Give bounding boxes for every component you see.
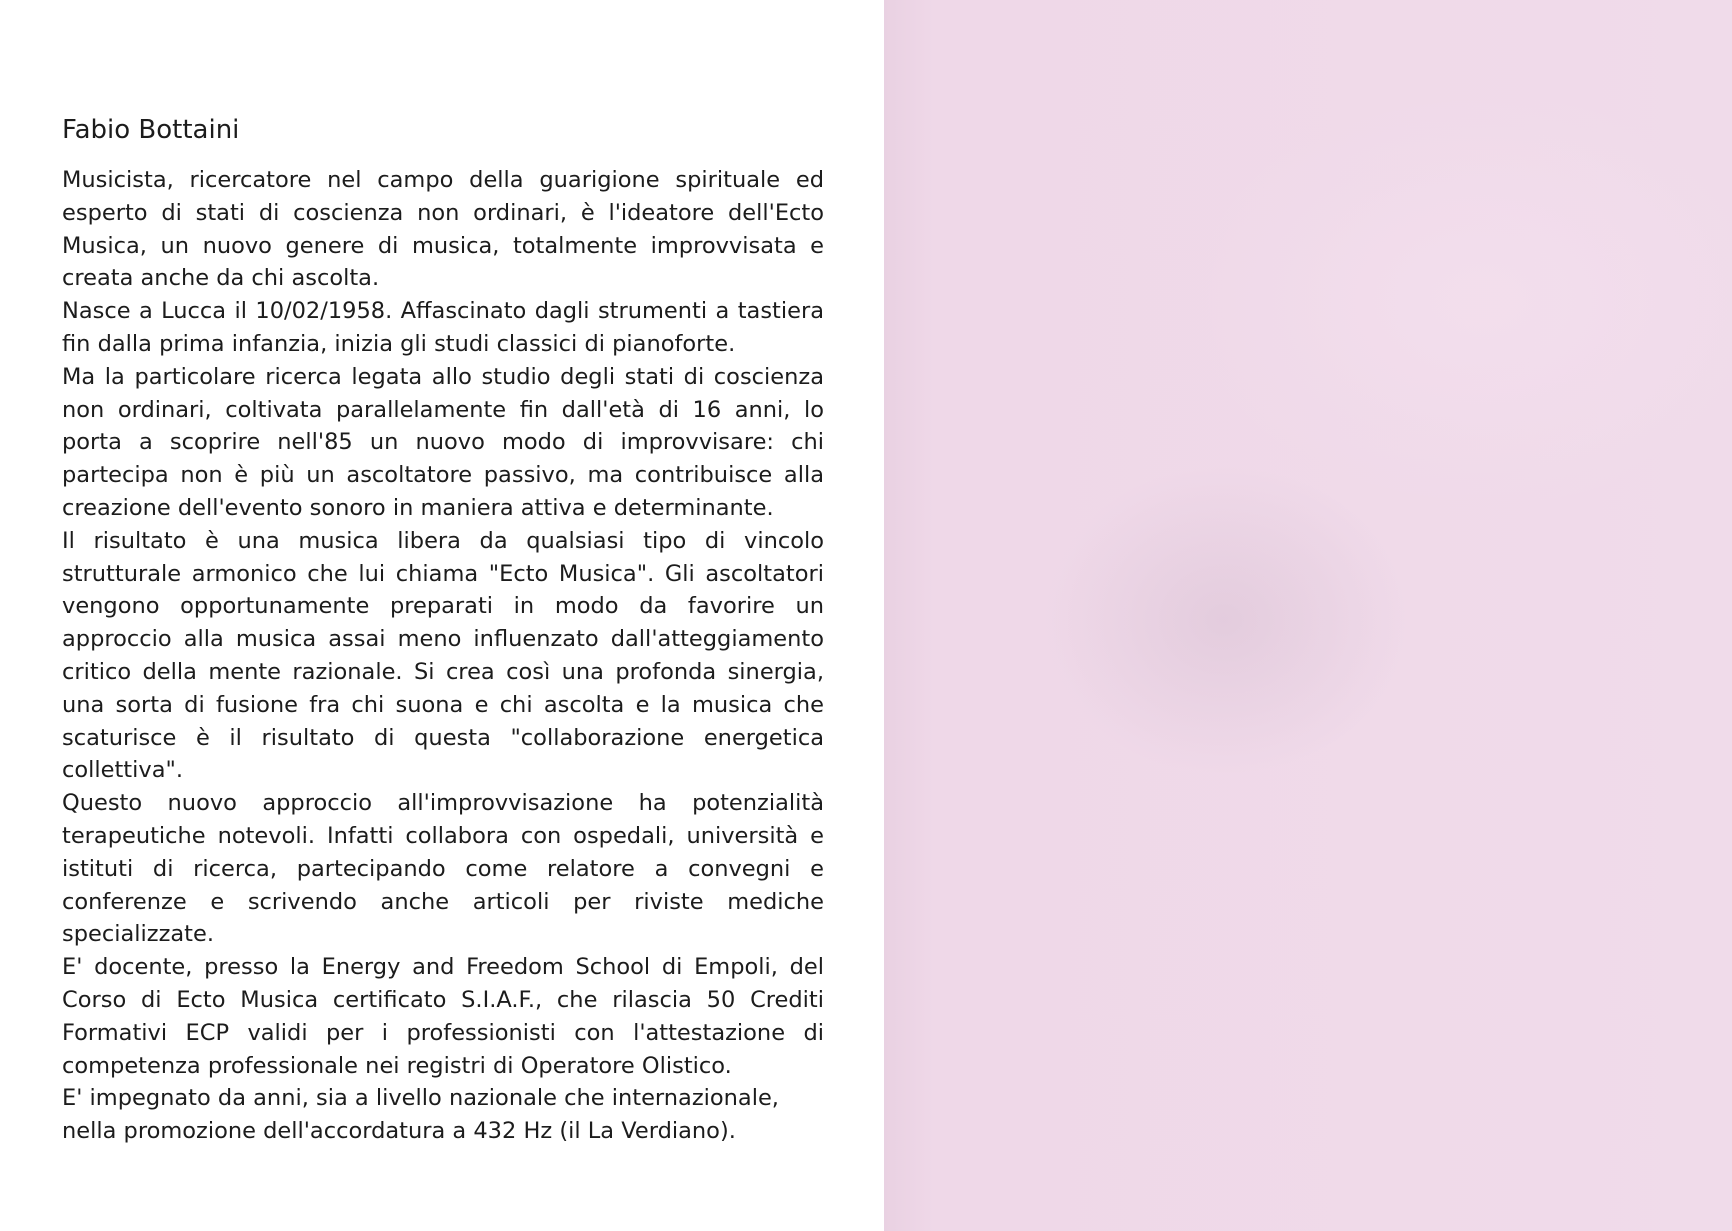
paragraph-432hz: E' impegnato da anni, sia a livello nazionale che internazionale, nella promozione dell'accordatura a 432 Hz (il La Verdiano). <box>62 1085 779 1145</box>
paragraph-ecto-musica: Il risultato è una musica libera da qualsiasi tipo di vincolo strutturale armonico che lui chiama "Ecto Musica". Gli ascoltatori vengono opportunamente preparati in modo da favorire un approccio alla musica assai meno influenzato dall'atteggiamento critico della mente razionale. Si crea così una profonda sinergia, una sorta di fusione fra chi suona e chi ascolta e la musica che scaturisce è il risultato di questa "collaborazione energetica collettiva". <box>62 527 824 784</box>
right-page-blank <box>884 0 1732 1231</box>
paragraph-research: Ma la particolare ricerca legata allo studio degli stati di coscienza non ordinari, coltivata parallelamente fin dall'età di 16 anni, lo porta a scoprire nell'85 un nuovo modo di improvvisare: chi partecipa non è più un ascoltatore passivo, ma contribuisce alla creazione dell'evento sonoro in maniera attiva e determinante. <box>62 363 824 521</box>
biography-text-block <box>62 108 824 1148</box>
paragraph-therapeutic: Questo nuovo approccio all'improvvisazione ha potenzialità terapeutiche notevoli. Infatti collabora con ospedali, università e istituti di ricerca, partecipando come relatore a convegni e conferenze e scrivendo anche articoli per riviste mediche specializzate. <box>62 790 824 948</box>
paragraph-birth: Nasce a Lucca il 10/02/1958. Affascinato dagli strumenti a tastiera fin dalla prima infanzia, inizia gli studi classici di pianoforte. <box>62 298 824 357</box>
page-title: Fabio Bottaini <box>62 115 240 145</box>
paragraph-teaching: E' docente, presso la Energy and Freedom School di Empoli, del Corso di Ecto Musica certificato S.I.A.F., che rilascia 50 Crediti Formativi ECP validi per i professionisti con l'attestazione di competenza professionale nei registri di Operatore Olistico. <box>62 954 824 1079</box>
paragraph-intro: Musicista, ricercatore nel campo della guarigione spirituale ed esperto di stati di coscienza non ordinari, è l'ideatore dell'Ecto Musica, un nuovo genere di musica, totalmente improvvisata e creata anche da chi ascolta. <box>62 167 824 292</box>
